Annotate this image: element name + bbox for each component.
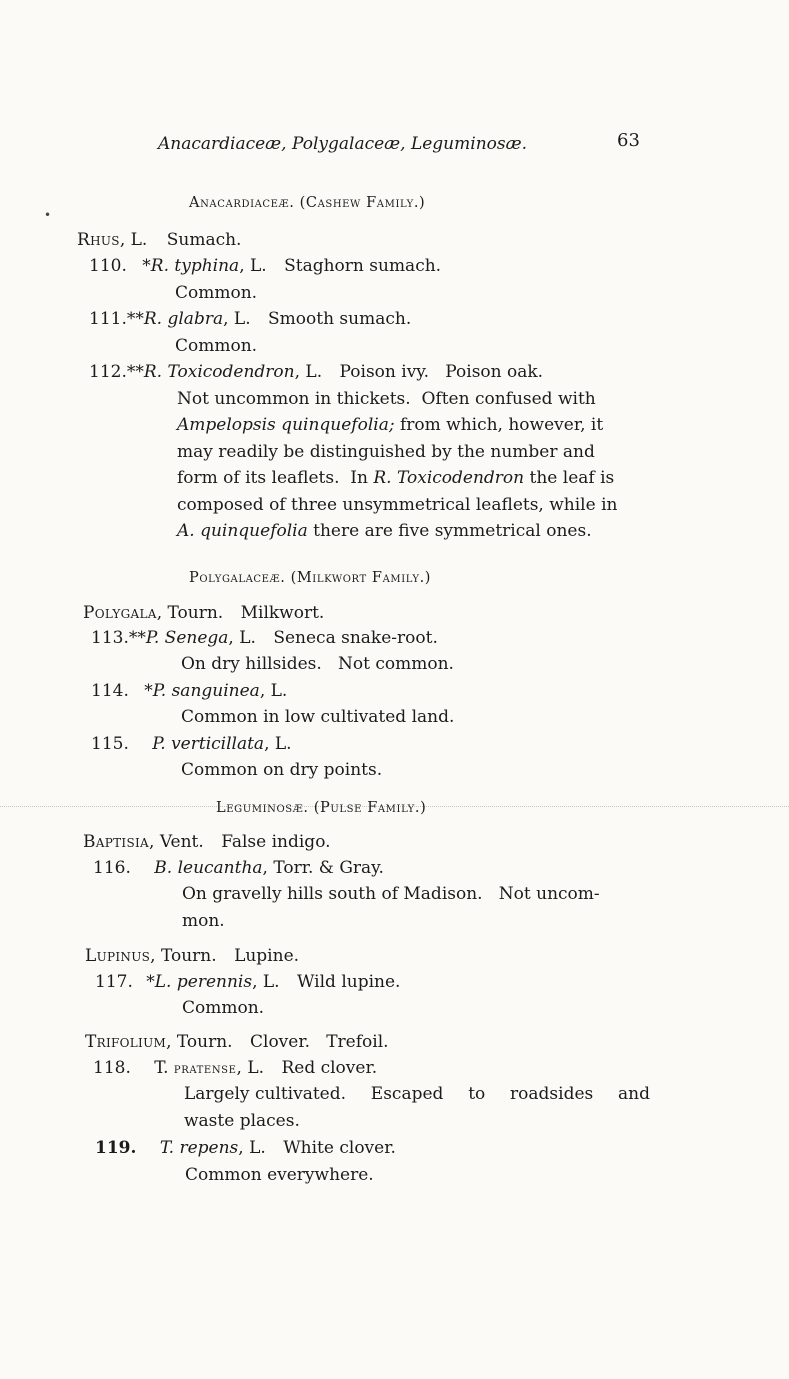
species-number: 119. — [95, 1138, 137, 1158]
species-note: Common on dry points. — [181, 760, 383, 780]
genus-author: , Vent. — [149, 832, 204, 852]
species-note: Common in low cultivated land. — [181, 707, 455, 727]
species-111 — [89, 309, 411, 329]
genus-abbr: R. — [143, 309, 163, 329]
species-number: 114. — [91, 681, 129, 701]
genus-abbr: P. — [152, 734, 166, 754]
genus-abbr: P. — [152, 681, 167, 701]
species-note-text: there are five symmetrical ones. — [313, 521, 592, 541]
genus-abbr: P. — [145, 628, 160, 648]
species-author: , L. — [228, 628, 256, 648]
species-stars: * — [142, 256, 151, 276]
species-common-name: Seneca snake-root. — [273, 628, 438, 648]
species-number: 115. — [91, 734, 129, 754]
species-110 — [89, 256, 441, 276]
species-number: 112. — [89, 362, 127, 382]
species-author: , L. — [259, 681, 288, 701]
species-number: 117. — [95, 972, 133, 992]
species-note-italic: A. quinquefolia — [177, 521, 308, 541]
species-epithet: Senega — [164, 628, 229, 648]
genus-common-name: False indigo. — [221, 832, 331, 852]
genus-abbr: R. — [150, 256, 169, 276]
genus-common-name: Milkwort. — [240, 603, 325, 623]
genus-abbr: L. — [154, 972, 172, 992]
species-113 — [91, 628, 438, 648]
species-note-word: Escaped — [370, 1084, 444, 1104]
species-note: waste places. — [184, 1111, 300, 1131]
genus-author: , Tourn. — [150, 946, 217, 966]
species-epithet: verticillata — [171, 734, 265, 754]
genus-polygala — [83, 603, 324, 623]
species-stars: ** — [126, 309, 144, 329]
species-author: , L. — [239, 256, 267, 276]
species-epithet: glabra — [167, 309, 224, 329]
genus-common-name: Lupine. — [234, 946, 300, 966]
genus-abbr: T. — [154, 1058, 169, 1078]
page-number: 63 — [617, 130, 640, 151]
species-note-text: the leaf is — [524, 468, 615, 488]
species-epithet: leucantha — [177, 858, 263, 878]
genus-name: Lupinus — [85, 946, 151, 966]
species-common-name: Wild lupine. — [297, 972, 401, 992]
species-number: 113. — [91, 628, 129, 648]
species-epithet: repens — [179, 1138, 239, 1158]
species-note-line — [177, 468, 614, 488]
species-115 — [91, 734, 292, 754]
species-common-name: Poison ivy. Poison oak. — [339, 362, 544, 382]
species-author: , Torr. & Gray. — [262, 858, 384, 878]
species-author: , L. — [238, 1138, 266, 1158]
species-stars: * — [144, 681, 153, 701]
species-note: mon. — [182, 911, 225, 931]
genus-name: Rhus — [77, 230, 120, 250]
species-epithet: sanguinea — [171, 681, 260, 701]
species-note: composed of three unsymmetrical leaflets, while in — [177, 495, 618, 515]
species-author: , L. — [223, 309, 251, 329]
species-author: , L. — [236, 1058, 265, 1078]
species-number: 118. — [93, 1058, 131, 1078]
species-author: , L. — [252, 972, 280, 992]
species-118 — [93, 1058, 377, 1079]
species-note-justified — [184, 1084, 650, 1104]
species-note: Not uncommon in thickets. Often confused with — [177, 389, 596, 409]
species-note: On dry hillsides. Not common. — [181, 654, 454, 674]
species-note-word: roadsides — [510, 1084, 594, 1104]
genus-name: Baptisia — [83, 832, 150, 852]
genus-author: , Tourn. — [166, 1032, 233, 1052]
species-note-text: from which, however, it — [394, 415, 604, 435]
species-common-name: Red clover. — [281, 1058, 378, 1078]
genus-trifolium — [85, 1032, 389, 1052]
genus-common-name: Sumach. — [166, 230, 242, 250]
species-114 — [91, 681, 287, 701]
family-heading-anacardiaceae: Anacardiaceæ. (Cashew Family.) — [189, 195, 426, 211]
species-112 — [89, 362, 543, 382]
genus-abbr: T. — [159, 1138, 175, 1158]
species-note: Common. — [175, 336, 258, 356]
species-note: may readily be distinguished by the number and — [177, 442, 595, 462]
species-note-line — [177, 521, 592, 541]
genus-author: , L. — [119, 230, 148, 250]
genus-abbr: B. — [154, 858, 173, 878]
running-title: Anacardiaceæ, Polygalaceæ, Leguminosæ. — [158, 134, 527, 154]
species-common-name: Smooth sumach. — [268, 309, 412, 329]
species-author: , L. — [294, 362, 323, 382]
family-heading-polygalaceae: Polygalaceæ. (Milkwort Family.) — [189, 570, 432, 586]
species-note: Common everywhere. — [185, 1165, 374, 1185]
species-note: On gravelly hills south of Madison. Not uncom- — [182, 884, 600, 904]
species-note-text: form of its leaflets. In — [177, 468, 368, 488]
genus-abbr: R. — [143, 362, 163, 382]
species-note-italic: R. Toxicodendron — [373, 468, 525, 488]
species-note-word: to — [468, 1084, 486, 1104]
species-119 — [95, 1138, 396, 1158]
species-note: Common. — [175, 283, 258, 303]
species-number: 111. — [89, 309, 127, 329]
family-heading-leguminosae: Leguminosæ. (Pulse Family.) — [216, 800, 427, 816]
species-epithet: Toxicodendron — [167, 362, 295, 382]
margin-mark: • — [44, 208, 52, 222]
species-number: 110. — [89, 256, 127, 276]
genus-common-name: Clover. Trefoil. — [250, 1032, 389, 1052]
genus-author: , Tourn. — [156, 603, 224, 623]
species-note: Common. — [182, 998, 265, 1018]
genus-lupinus — [85, 946, 299, 966]
species-epithet: typhina — [174, 256, 240, 276]
species-note-word: and — [618, 1084, 650, 1104]
species-note-word: Largely cultivated. — [184, 1084, 347, 1104]
species-stars: * — [146, 972, 155, 992]
species-116 — [93, 858, 384, 878]
species-note-italic: Ampelopsis quinquefolia; — [177, 415, 395, 435]
species-epithet: perennis — [176, 972, 253, 992]
species-common-name: White clover. — [283, 1138, 396, 1158]
genus-rhus — [77, 230, 241, 250]
genus-baptisia — [83, 832, 331, 852]
species-stars: ** — [128, 628, 146, 648]
species-common-name: Staghorn sumach. — [284, 256, 442, 276]
species-author: , L. — [264, 734, 292, 754]
species-stars: ** — [126, 362, 144, 382]
species-number: 116. — [93, 858, 131, 878]
genus-name: Trifolium — [85, 1032, 167, 1052]
genus-name: Polygala — [83, 603, 157, 623]
species-note-line — [177, 415, 603, 435]
species-117 — [95, 972, 400, 992]
species-epithet: pratense — [173, 1061, 237, 1077]
